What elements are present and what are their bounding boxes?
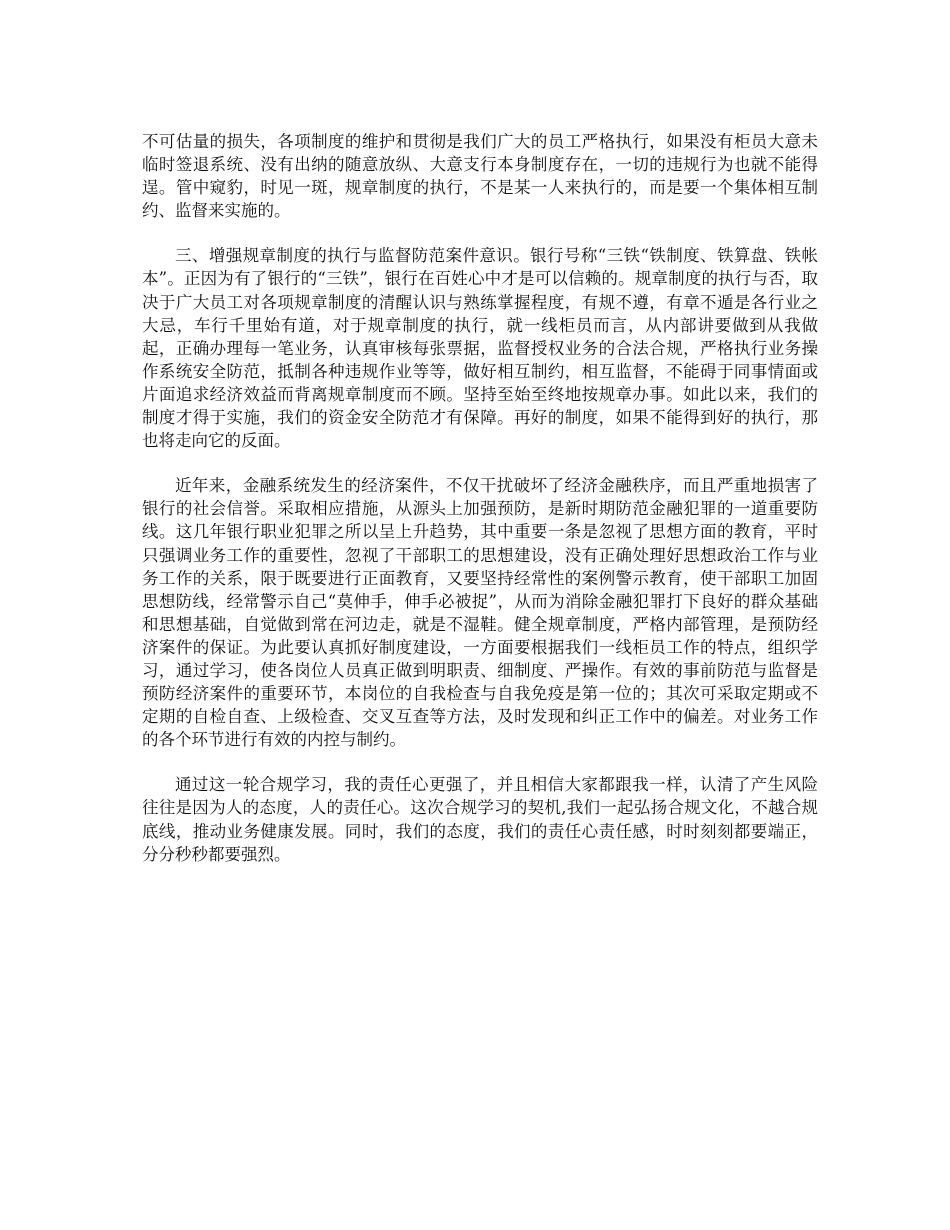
paragraph-4: 通过这一轮合规学习，我的责任心更强了，并且相信大家都跟我一样，认清了产生风险往往是因为人的态度，人的责任心。这次合规学习的契机,我们一起弘扬合规文化，不越合规底线，推动业务健康发展。同时，我们的态度，我们的责任心责任感，时时刻刻都要端正，分分秒秒都要强烈。: [142, 775, 818, 864]
paragraph-1: 不可估量的损失，各项制度的维护和贯彻是我们广大的员工严格执行，如果没有柜员大意未临时签退系统、没有出纳的随意放纵、大意支行本身制度存在，一切的违规行为也就不能得逞。管中窥豹，时见一斑，规章制度的执行，不是某一人来执行的，而是要一个集体相互制约、监督来实施的。: [142, 132, 818, 221]
paragraph-2: 三、增强规章制度的执行与监督防范案件意识。银行号称“三铁“铁制度、铁算盘、铁帐本”。正因为有了银行的“三铁”，银行在百姓心中才是可以信赖的。规章制度的执行与否，取决于广大员工对各项规章制度的清醒认识与熟练掌握程度，有规不遵，有章不遁是各行业之大忌，车行千里始有道，对于规章制度的执行，就一线柜员而言，从内部讲要做到从我做起，正确办理每一笔业务，认真审核每张票据，监督授权业务的合法合规，严格执行业务操作系统安全防范，抵制各种违规作业等等，做好相互制约，相互监督，不能碍于同事情面或片面追求经济效益而背离规章制度而不顾。坚持至始至终地按规章办事。如此以来，我们的制度才得于实施，我们的资金安全防范才有保障。再好的制度，如果不能得到好的执行，那也将走向它的反面。: [142, 246, 818, 451]
document-body: [142, 130, 818, 888]
paragraph-3: 近年来，金融系统发生的经济案件，不仅干扰破坏了经济金融秩序，而且严重地损害了银行的社会信誉。采取相应措施，从源头上加强预防，是新时期防范金融犯罪的一道重要防线。这几年银行职业犯罪之所以呈上升趋势，其中重要一条是忽视了思想方面的教育，平时只强调业务工作的重要性，忽视了干部职工的思想建设，没有正确处理好思想政治工作与业务工作的关系，限于既要进行正面教育，又要坚持经常性的案例警示教育，使干部职工加固思想防线，经常警示自己“莫伸手，伸手必被捉”，从而为消除金融犯罪打下良好的群众基础和思想基础，自觉做到常在河边走，就是不湿鞋。健全规章制度，严格内部管理，是预防经济案件的保证。为此要认真抓好制度建设，一方面要根据我们一线柜员工作的特点，组织学习，通过学习，使各岗位人员真正做到明职责、细制度、严操作。有效的事前防范与监督是预防经济案件的重要环节，本岗位的自我检查与自我免疫是第一位的；其次可采取定期或不定期的自检自查、上级检查、交叉互查等方法，及时发现和纠正工作中的偏差。对业务工作的各个环节进行有效的内控与制约。: [142, 476, 818, 750]
